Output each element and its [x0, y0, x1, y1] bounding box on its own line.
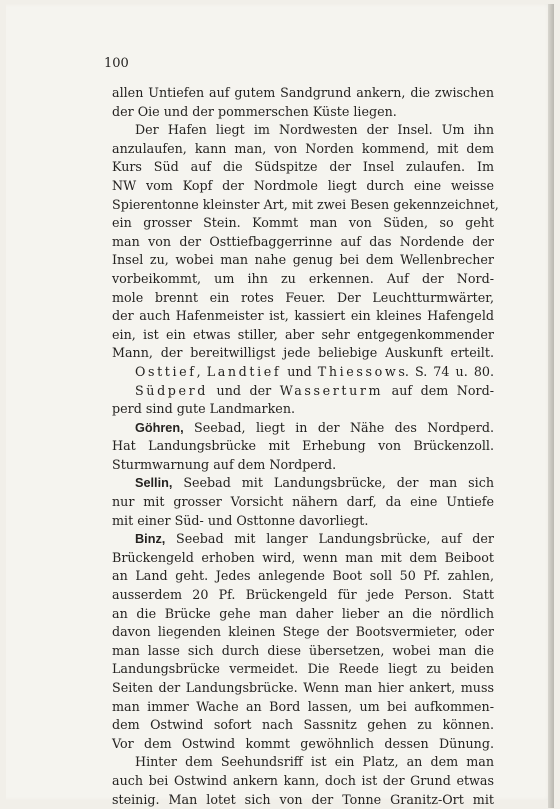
text-fragment: auf dem Nord- [383, 382, 494, 398]
text-line: mit einer Süd- und Osttonne davorliegt. [112, 512, 369, 528]
text-line: der Oie und der pommerschen Küste liegen. [112, 103, 397, 119]
text-line: mole brennt ein rotes Feuer. Der Leuchtturmwärter, [112, 289, 494, 305]
page-number: 100 [104, 56, 129, 71]
text-line: Sturmwarnung auf dem Nordperd. [112, 456, 337, 472]
text-line: an die Brücke gehe man daher lieber an die nördlich [112, 605, 494, 621]
spaced-term: Osttief [135, 363, 197, 379]
text-line: ein, ist ein etwas stiller, aber sehr entgegenkommender [112, 326, 494, 342]
text-fragment: Seebad mit langer Landungsbrücke, auf der [165, 531, 494, 547]
spaced-term: Thiessow [317, 363, 399, 379]
text-line [112, 363, 494, 382]
text-line: Seiten der Landungsbrücke. Wenn man hier ankert, muss [112, 680, 494, 695]
text-line: dem Ostwind sofort nach Sassnitz gehen zu können. [112, 717, 494, 733]
text-line: NW vom Kopf der Nordmole liegt durch eine weisse [112, 177, 494, 193]
text-line: man immer Wache an Bord lassen, um bei aufkommen- [112, 698, 494, 714]
text-line: man lasse sich durch diese übersetzen, wobei man die [112, 642, 494, 658]
spaced-term: Wasserturm [279, 382, 384, 398]
place-name: Göhren, [135, 420, 184, 435]
text-line: man von der Osttiefbaggerrinne auf das Nordende der [112, 233, 494, 249]
text-line: Spierentonne kleinster Art, mit zwei Besen gekennzeichnet, [112, 196, 499, 212]
text-line: vorbeikommt, um ihn zu erkennen. Auf der Nord- [112, 270, 494, 286]
text-line [112, 382, 494, 401]
text-line: auch bei Ostwind ankern kann, doch ist der Grund etwas [112, 772, 494, 788]
text-line: an Land geht. Jedes anlegende Boot soll 50 Pf. zahlen, [112, 568, 494, 584]
place-name: Binz, [135, 532, 166, 547]
text-line: ein grosser Stein. Kommt man von Süden, so geht [112, 215, 494, 231]
text-line: anzulaufen, kann man, von Norden kommend, mit dem [112, 140, 494, 156]
text-line [112, 419, 494, 438]
text-line: Mann, der bereitwilligst jede beliebige Auskunft erteilt. [112, 345, 494, 361]
text-fragment: und [281, 363, 318, 379]
text-line: nur mit grosser Vorsicht nähern darf, da eine Untiefe [112, 494, 494, 510]
text-fragment: und der [208, 382, 280, 398]
text-fragment: Seebad mit Landungsbrücke, der man sich [172, 475, 494, 491]
text-line: Vor dem Ostwind kommt gewöhnlich dessen Dünung. [112, 735, 494, 751]
text-line: Der Hafen liegt im Nordwesten der Insel. Um ihn [135, 122, 494, 138]
text-line: allen Untiefen auf gutem Sandgrund ankern, die zwischen [112, 85, 494, 100]
text-line: Insel zu, wobei man nahe genug bei dem Wellenbrecher [112, 252, 494, 268]
text-line: ausserdem 20 Pf. Brückengeld für jede Person. Statt [112, 587, 494, 603]
text-line: der auch Hafenmeister ist, kassiert ein kleines Hafengeld [112, 308, 494, 324]
text-line: Landungsbrücke vermeidet. Die Reede liegt zu beiden [112, 661, 494, 677]
body-text [112, 84, 499, 809]
text-line: Hinter dem Seehundsriff ist ein Platz, an dem man [135, 754, 494, 770]
text-line: davon liegenden kleinen Stege der Bootsvermieter, oder [112, 624, 494, 640]
text-line: Brückengeld erhoben wird, wenn man mit dem Beiboot [112, 549, 494, 565]
page-edge-shadow [548, 4, 554, 808]
text-line: steinig. Man lotet sich von der Tonne Granitz-Ort mit [112, 791, 494, 807]
spaced-term: Landtief [206, 363, 282, 379]
text-line: Hat Landungsbrücke mit Erhebung von Brückenzoll. [112, 438, 494, 454]
text-line [112, 474, 494, 493]
book-page [6, 4, 554, 807]
text-line [112, 530, 494, 549]
text-line: perd sind gute Landmarken. [112, 401, 296, 417]
place-name: Sellin, [135, 476, 173, 491]
text-line: Kurs Süd auf die Südspitze der Insel zulaufen. Im [112, 159, 494, 175]
text-fragment: s. S. 74 u. 80. [398, 363, 494, 379]
text-fragment: , [196, 363, 207, 379]
spaced-term: Südperd [135, 382, 209, 398]
text-fragment: Seebad, liegt in der Nähe des Nordperd. [183, 419, 494, 435]
